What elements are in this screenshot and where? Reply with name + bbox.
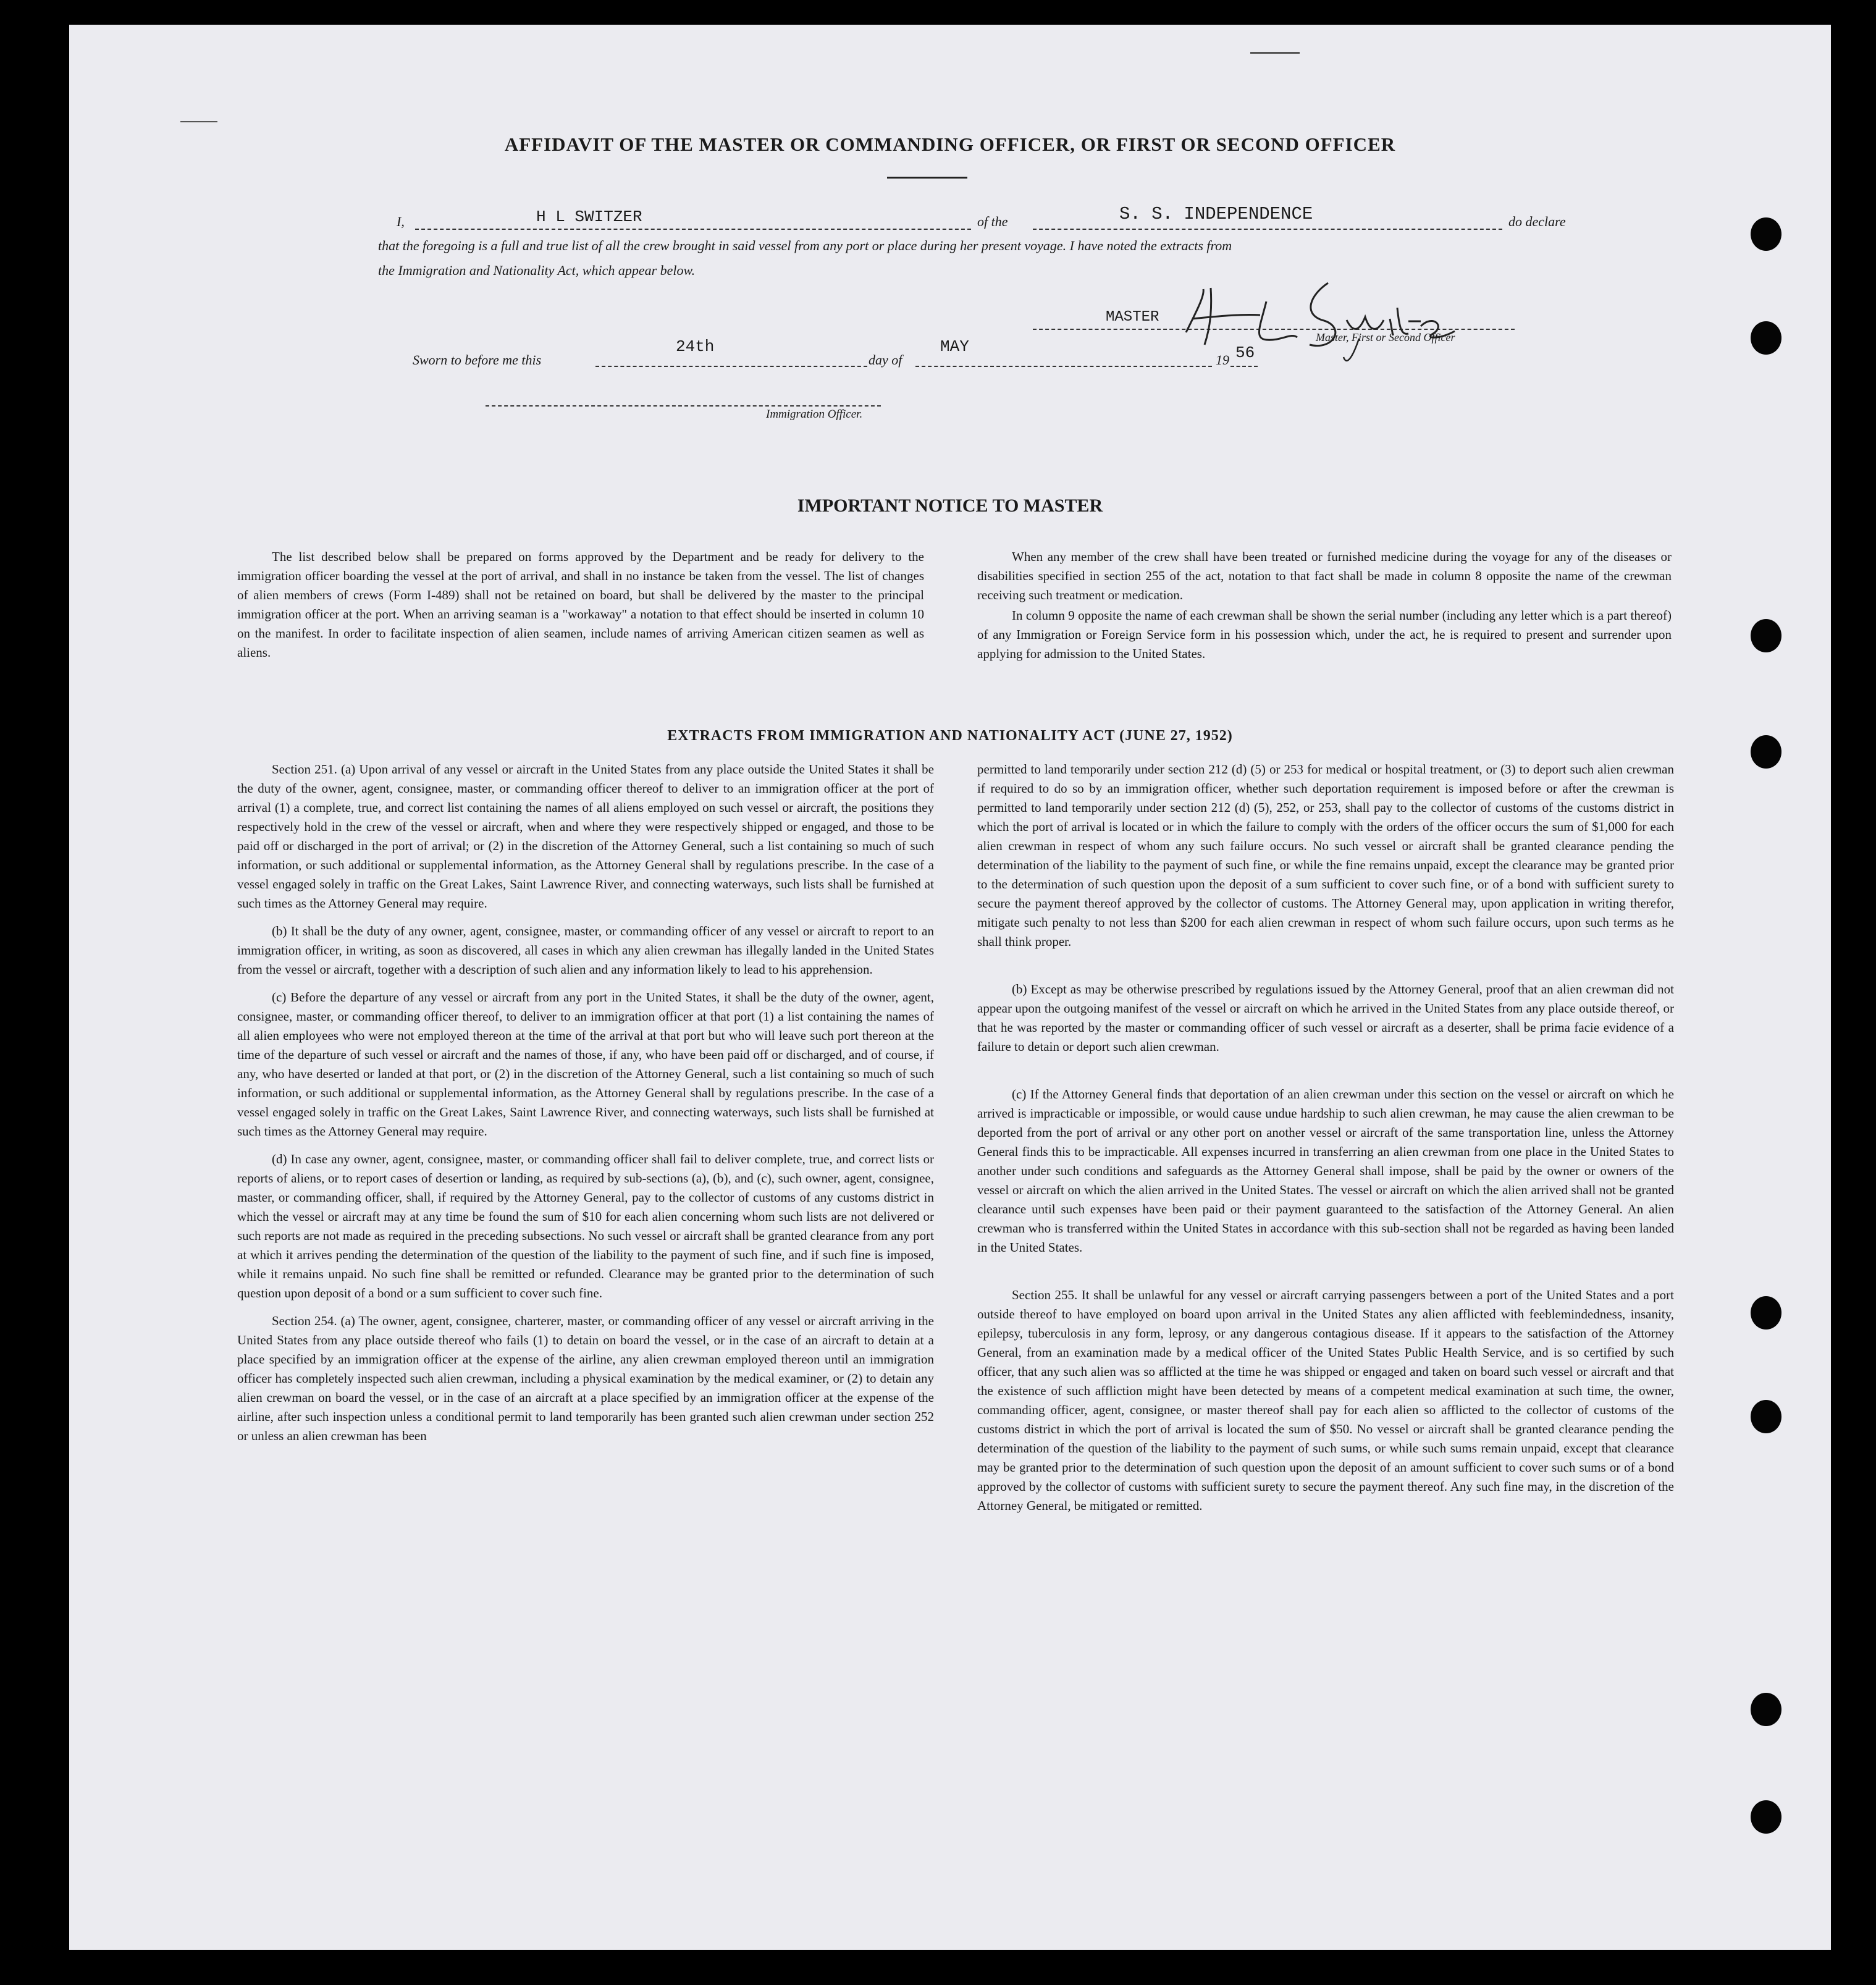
section-251-d: (d) In case any owner, agent, consignee, master, or commanding officer shall fail to deliver complete, true, and correct lists or reports of aliens, or to report cases of desertion or landing, as required by sub-sections (a), (b), and (c), such owner, agent, consignee, master, or commanding officer, shall, if required by the Attorney General, pay to the collector of customs of any customs district in which the vessel or aircraft may at any time be found the sum of $10 for each alien concerning whom such lists are not delivered or such reports are not made as required in the preceding subsections. No such vessel or aircraft shall be granted clearance from any port at which it arrives pending the determination of the question of the liability to the payment of such fine, and if such fine is imposed, while it remains unpaid. No such fine shall be remitted or refunded. Clearance may be granted prior to the determination of such question upon deposit of a bond or a sum sufficient to cover such fine.	[237, 1152, 934, 1300]
declarant-prefix: I,	[397, 214, 405, 229]
declaration-statement-line2: the Immigration and Nationality Act, which appear below.	[378, 263, 696, 278]
notice-left-paragraph: The list described below shall be prepared on forms approved by the Department and be ready for delivery to the immigration officer boarding the vessel at the port of arrival, and shall in no instance be taken from the vessel. The list of changes of alien members of crews (Form I-489) shall not be retained on board, but shall be delivered by the master to the principal immigration officer at the port. When an arriving seaman is a "workaway" a notation to that effect should be inserted in column 10 on the manifest. In order to facilitate inspection of alien seamen, include names of arriving American citizen seamen as well as aliens.	[237, 549, 924, 660]
sworn-month-line	[915, 366, 1212, 367]
vessel-name: S. S. INDEPENDENCE	[1119, 204, 1313, 224]
declarant-name: H L SWITZER	[536, 208, 642, 226]
affidavit-title: AFFIDAVIT OF THE MASTER OR COMMANDING OFFICER, OR FIRST OR SECOND OFFICER	[504, 133, 1396, 155]
punch-hole	[1751, 321, 1781, 355]
sworn-month: MAY	[940, 337, 969, 356]
do-declare-label: do declare	[1508, 214, 1566, 229]
day-of-label: day of	[869, 352, 902, 368]
notice-right-paragraph-1: When any member of the crew shall have been treated or furnished medicine during the voyage for any of the diseases or disabilities specified in section 255 of the act, notation to that fact shall be made in column 8 opposite the name of the crewman receiving such treatment or medication.	[977, 549, 1672, 602]
year-prefix: 19	[1216, 352, 1229, 368]
punch-hole	[1751, 1400, 1781, 1433]
of-the-label: of the	[977, 214, 1008, 229]
sworn-prefix: Sworn to before me this	[413, 352, 542, 368]
immigration-officer-caption: Immigration Officer.	[766, 408, 863, 421]
rank-typed: MASTER	[1106, 309, 1159, 326]
section-251-b: (b) It shall be the duty of any owner, agent, consignee, master, or commanding officer of any vessel or aircraft to report to an immigration officer, in writing, as soon as discovered, all cases in which any alien crewman has illegally landed in the United States from the vessel or aircraft, together with a description of such alien and any information likely to lead to his apprehension.	[237, 924, 934, 977]
year-line	[1230, 366, 1258, 367]
sworn-day: 24th	[676, 337, 715, 356]
immigration-officer-line	[486, 405, 881, 407]
year-suffix: 56	[1235, 343, 1255, 362]
vessel-name-line	[1033, 229, 1502, 230]
notice-heading: IMPORTANT NOTICE TO MASTER	[797, 495, 1103, 516]
section-255: Section 255. It shall be unlawful for any vessel or aircraft carrying passengers between a port of the United States and a port outside thereof to have employed on board upon arrival in the United States any alien afflicted with feeblemindedness, insanity, epilepsy, tuberculosis in any form, leprosy, or any dangerous contagious disease. If it appears to the satisfaction of the Attorney General, from an examination made by a medical officer of the United States Public Health Service, and is so certified by such officer, that any such alien was so afflicted at the time he was shipped or engaged and taken on board such vessel or aircraft and that the existence of such affliction might have been detected by means of a competent medical examination at such time, the owner, commanding officer, agent, consignee, or master thereof shall pay for each alien so afflicted to the collector of customs of the customs district in which the port of arrival is located the sum of $50. No vessel or aircraft shall be granted clearance pending the determination of the question of the liability to the payment of such sums, or while such sums remain unpaid, except that clearance may be granted prior to the determination of such question upon the deposit of an amount sufficient to cover such sums or of a bond approved by the collector of customs with sufficient surety to secure the payment thereof. Any such fine may, in the discretion of the Attorney General, be mitigated or remitted.	[977, 1288, 1674, 1513]
sworn-day-line	[595, 366, 867, 367]
declaration-statement-line1: that the foregoing is a full and true list of all the crew brought in said vessel from any port or place during her present voyage. I have noted the extracts from	[378, 238, 1232, 253]
notice-right-column	[977, 547, 1672, 672]
document-page	[69, 25, 1831, 1950]
extracts-left-column	[237, 760, 934, 1454]
section-254-c: (c) If the Attorney General finds that deportation of an alien crewman under this section on the vessel or aircraft on which he arrived is impracticable or impossible, or would cause undue hardship to such alien crewman, he may cause the alien crewman to be deported from the port of arrival or any other port on another vessel or aircraft of the same transportation line, unless the Attorney General finds this to be impracticable. All expenses incurred in transferring an alien crewman from one place in the United States to another under such conditions and safeguards as the Attorney General shall impose, shall be paid by the owner or owners of the vessel or aircraft on which the alien arrived in the United States. The vessel or aircraft on which the alien arrived shall not be granted clearance until such expenses have been paid or their payment guaranteed to the satisfaction of the Attorney General. An alien crewman who is transferred within the United States in accordance with this sub-section shall not be regarded as having been landed in the United States.	[977, 1087, 1674, 1255]
extracts-right-column	[977, 760, 1674, 1524]
punch-hole	[1751, 1296, 1781, 1330]
punch-hole	[1751, 619, 1781, 652]
section-254-b: (b) Except as may be otherwise prescribed by regulations issued by the Attorney General, proof that an alien crewman did not appear upon the outgoing manifest of the vessel or aircraft on which he arrived in the United States from any place outside thereof, or that he was reported by the master or commanding officer of such vessel or aircraft as a deserter, shall be prima facie evidence of a failure to detain or deport such alien crewman.	[977, 982, 1674, 1054]
section-254-a: Section 254. (a) The owner, agent, consignee, charterer, master, or commanding officer of any vessel or aircraft arriving in the United States from any place outside thereof who fails (1) to detain on board the vessel, or in the case of an aircraft to detain at a place specified by an immigration officer at the expense of the airline, any alien crewman employed thereon until an immigration officer has completely inspected such alien crewman, including a physical examination by the medical examiner, or (2) to detain any alien crewman on board the vessel, or in the case of an aircraft at a place specified by an immigration officer at the expense of the airline, after such inspection unless a conditional permit to land temporarily has been granted such alien crewman under section 252 or unless an alien crewman has been	[237, 1313, 934, 1443]
notice-left-column	[237, 547, 924, 671]
title-rule	[887, 177, 967, 179]
section-251-c: (c) Before the departure of any vessel or aircraft from any port in the United States, it shall be the duty of the owner, agent, consignee, master, or commanding officer thereof, to deliver to an immigration officer at that port (1) a list containing the names of all alien employees who were not employed thereon at the time of the arrival at that port but who will leave such port thereon at the time of the departure of such vessel or aircraft and the names of those, if any, who have been paid off or discharged, and of course, if any, who have deserted or landed at that port, or (2) in the discretion of the Attorney General, such a list containing so much of such information, or such additional or supplemental information, as the Attorney General shall by regulations prescribe. In the case of a vessel engaged solely in traffic on the Great Lakes, Saint Lawrence River, and connecting waterways, such lists shall be furnished at such times as the Attorney General may require.	[237, 990, 934, 1139]
punch-hole	[1751, 217, 1781, 251]
scan-speck	[180, 121, 217, 122]
section-254-a-continued: permitted to land temporarily under section 212 (d) (5) or 253 for medical or hospital treatment, or (3) to deport such alien crewman if required to do so by an immigration officer, whether such deportation requirement is imposed before or after the crewman is permitted to land temporarily under section 212 (d) (5), 252, or 253, shall pay to the collector of customs of the customs district in which the port of arrival is located or in which the failure to comply with the orders of the officer occurs the sum of $1,000 for each alien crewman in respect of whom any such failure occurs. No such vessel or aircraft shall be granted clearance pending the determination of the liability to the payment of such fine, or while the fine remains unpaid, except the clearance may be granted prior to the determination of such question upon the deposit of a sum sufficient to cover such fine, or of a bond with sufficient surety to secure the payment thereof approved by the collector of customs. The Attorney General may, upon application in writing therefor, mitigate such penalty to not less than $200 for each alien crewman in respect of whom such failure occurs, upon such terms as he shall think proper.	[977, 762, 1674, 949]
punch-hole	[1751, 1800, 1781, 1834]
extracts-heading: EXTRACTS FROM IMMIGRATION AND NATIONALITY ACT (JUNE 27, 1952)	[667, 728, 1233, 744]
declarant-name-line	[415, 229, 971, 230]
scan-speck	[1250, 52, 1300, 54]
notice-right-paragraph-2: In column 9 opposite the name of each crewman shall be shown the serial number (including any letter which is a part thereof) of any Immigration or Foreign Service form in his possession which, under the act, he is required to present and surrender upon applying for admission to the United States.	[977, 608, 1672, 661]
section-251-a: Section 251. (a) Upon arrival of any vessel or aircraft in the United States from any place outside the United States it shall be the duty of the owner, agent, consignee, master, or commanding officer thereof to deliver to an immigration officer at the port of arrival (1) a complete, true, and correct list containing the names of all aliens employed on such vessel or aircraft, the positions they respectively hold in the crew of the vessel or aircraft, when and where they were respectively shipped or engaged, and those to be paid off or discharged in the port of arrival; or (2) in the discretion of the Attorney General, such a list containing so much of such information, or such additional or supplemental information, as the Attorney General shall by regulations prescribe. In the case of a vessel engaged solely in traffic on the Great Lakes, Saint Lawrence River, and connecting waterways, such lists shall be furnished at such times as the Attorney General may require.	[237, 762, 934, 911]
punch-hole	[1751, 1693, 1781, 1726]
signature-caption: Master, First or Second Officer	[1316, 331, 1455, 343]
